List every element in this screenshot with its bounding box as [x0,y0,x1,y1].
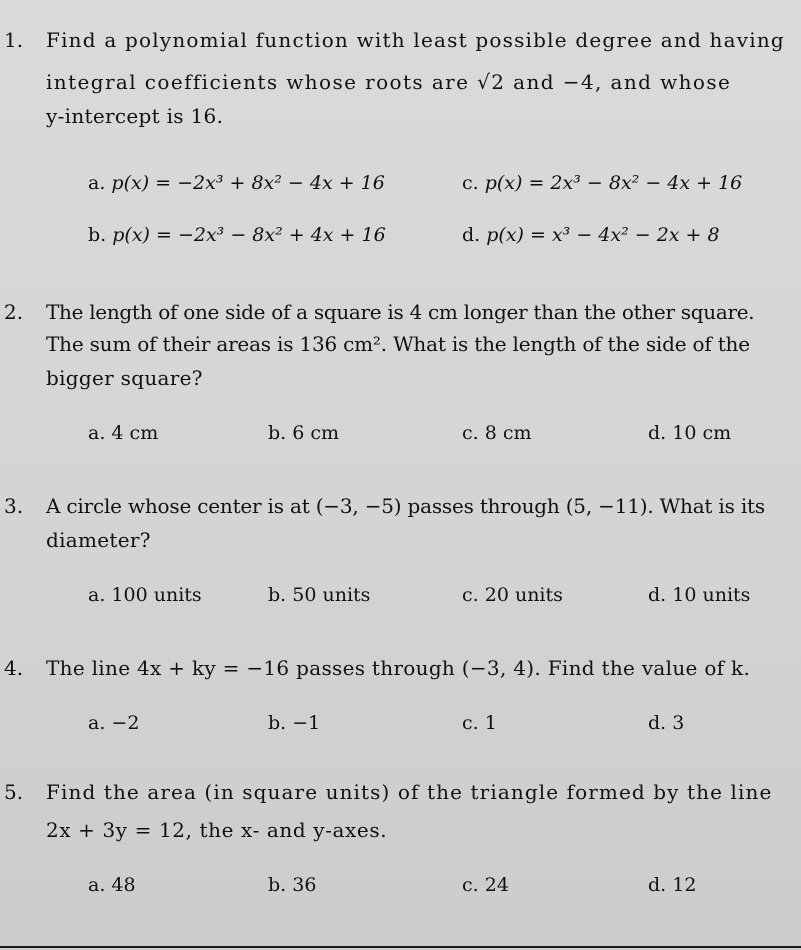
question-text-line: bigger square? [46,366,203,390]
option-c [462,584,563,606]
question-number: 3. [4,494,24,518]
option-text: 12 [672,874,697,896]
option-letter: a. [88,712,106,734]
option-letter: d. [648,584,667,606]
option-b [268,712,320,734]
option-text: p(x) = 2x³ − 8x² − 4x + 16 [484,172,743,194]
option-letter: b. [268,422,287,444]
question-text-line: The line 4x + ky = −16 passes through (−3, 4). Find the value of k. [46,656,751,680]
option-a [88,584,202,606]
option-a [88,172,385,194]
option-a [88,422,158,444]
option-b [268,584,370,606]
option-text: 24 [484,874,509,896]
option-letter: a. [88,172,106,194]
option-text: −1 [292,712,321,734]
question-text-line: 2x + 3y = 12, the x- and y-axes. [46,818,388,842]
question-text-line: Find a polynomial function with least possible degree and having [46,28,785,52]
option-letter: a. [88,422,106,444]
option-text: 4 cm [111,422,159,444]
option-letter: c. [462,584,479,606]
option-letter: a. [88,584,106,606]
option-letter: d. [648,422,667,444]
option-letter: b. [268,874,287,896]
question-text-line: Find the area (in square units) of the triangle formed by the line [46,780,773,804]
question-number: 1. [4,28,24,52]
option-text: 48 [111,874,136,896]
option-d [462,224,720,246]
option-letter: a. [88,874,106,896]
option-text: 100 units [111,584,202,606]
question-number: 2. [4,300,24,324]
question-number: 4. [4,656,24,680]
option-d [648,584,750,606]
option-text: 3 [672,712,685,734]
option-a [88,874,136,896]
option-c [462,874,509,896]
option-text: 1 [484,712,497,734]
page-edge-line [0,946,801,948]
option-c [462,172,742,194]
option-letter: c. [462,712,479,734]
question-text-line: y-intercept is 16. [46,104,224,128]
option-letter: d. [462,224,481,246]
option-text: 10 cm [672,422,732,444]
question-text-line: The sum of their areas is 136 cm². What is the length of the side of the [46,332,750,356]
option-letter: b. [268,712,287,734]
option-text: 50 units [292,584,371,606]
question-number: 5. [4,780,24,804]
option-text: 20 units [484,584,563,606]
option-text: 8 cm [484,422,532,444]
question-text-line: The length of one side of a square is 4 cm longer than the other square. [46,300,755,324]
option-text: p(x) = −2x³ + 8x² − 4x + 16 [111,172,385,194]
option-text: 36 [292,874,317,896]
option-text: 6 cm [292,422,340,444]
question-text-line: integral coefficients whose roots are √2 and −4, and whose [46,70,732,94]
question-text-line: A circle whose center is at (−3, −5) passes through (5, −11). What is its [46,494,765,518]
option-letter: d. [648,874,667,896]
option-letter: c. [462,874,479,896]
question-text-line: diameter? [46,528,151,552]
option-b [268,422,339,444]
option-letter: c. [462,422,479,444]
option-text: p(x) = −2x³ − 8x² + 4x + 16 [112,224,386,246]
option-text: p(x) = x³ − 4x² − 2x + 8 [486,224,720,246]
option-c [462,712,497,734]
option-d [648,874,696,896]
option-text: 10 units [672,584,751,606]
option-letter: d. [648,712,667,734]
option-letter: c. [462,172,479,194]
option-d [648,712,684,734]
option-b [88,224,386,246]
option-a [88,712,139,734]
option-text: −2 [111,712,140,734]
option-letter: b. [88,224,107,246]
option-d [648,422,731,444]
option-b [268,874,316,896]
option-letter: b. [268,584,287,606]
option-c [462,422,532,444]
